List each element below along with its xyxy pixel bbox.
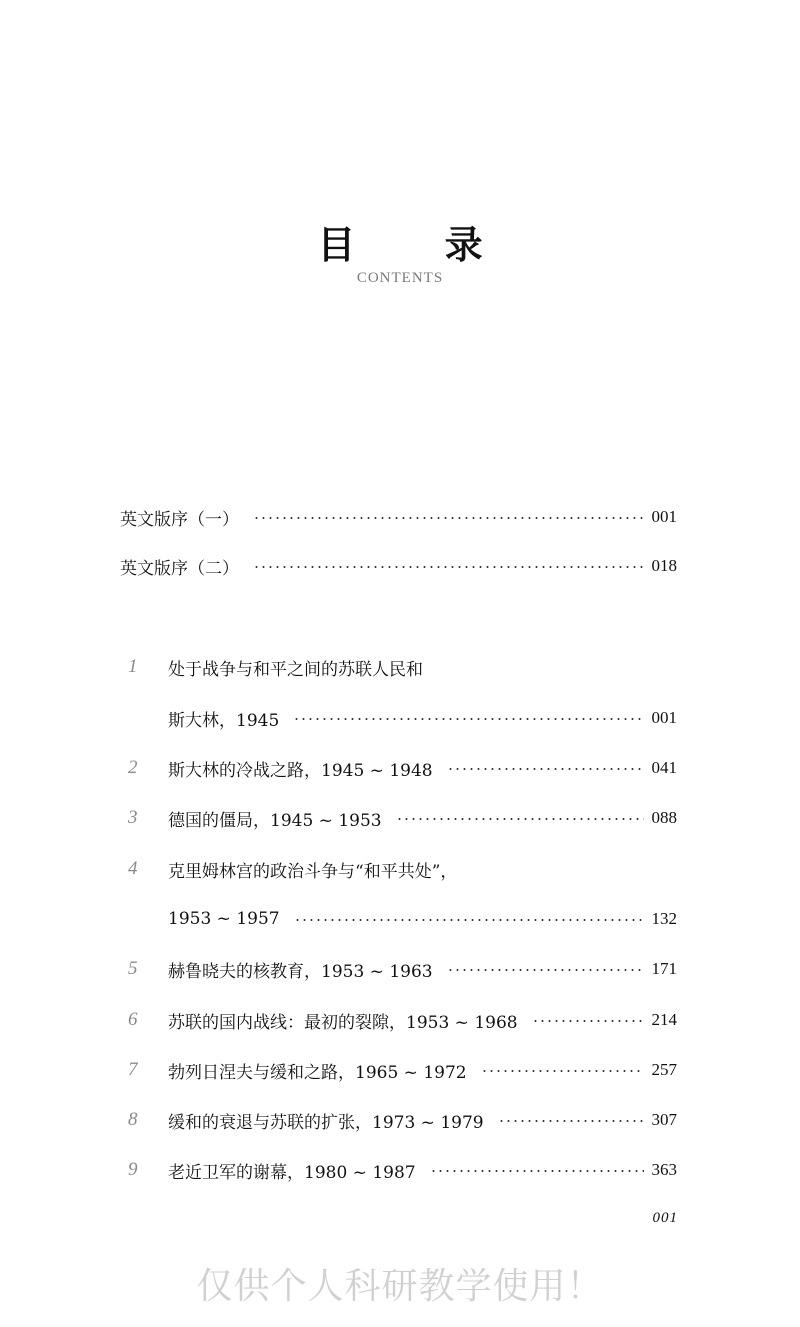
toc-entry-chapter-1-line1[interactable] <box>168 652 677 682</box>
toc-entry-label: 勃列日涅夫与缓和之路，1965 ~ 1972 <box>168 1062 467 1083</box>
toc-entry-label: 斯大林的冷战之路，1945 ~ 1948 <box>168 760 433 781</box>
toc-page-number: 001 <box>651 708 677 727</box>
watermark-text: 仅供个人科研教学使用！ <box>196 1266 604 1307</box>
toc-entry-preface-1[interactable] <box>120 502 677 532</box>
chapter-number: 6 <box>128 1009 138 1030</box>
chapter-number: 4 <box>128 858 138 879</box>
chapter-number: 5 <box>128 958 138 979</box>
toc-entry-label: 英文版序（一） <box>120 509 239 530</box>
toc-entry-chapter-9[interactable] <box>168 1155 677 1185</box>
leader-dots <box>447 969 644 971</box>
toc-page-number: 041 <box>651 758 677 777</box>
toc-entry-label: 1953 ~ 1957 <box>168 909 280 929</box>
toc-page-number: 257 <box>651 1060 677 1079</box>
toc-entry-chapter-1[interactable] <box>168 703 677 733</box>
chapter-number: 9 <box>128 1159 138 1180</box>
chapter-number: 2 <box>128 757 138 778</box>
toc-page-number: 171 <box>651 959 677 978</box>
toc-page-number: 132 <box>651 909 677 928</box>
toc-page-number: 088 <box>651 808 677 827</box>
toc-entry-chapter-3[interactable] <box>168 803 677 833</box>
toc-entry-label: 克里姆林宫的政治斗争与“和平共处”， <box>168 861 458 882</box>
chapter-number: 8 <box>128 1109 138 1130</box>
toc-entry-chapter-2[interactable] <box>168 753 677 783</box>
leader-dots <box>253 517 644 519</box>
folio-page-number: 001 <box>652 1210 678 1226</box>
leader-dots <box>293 718 643 720</box>
chapter-number: 1 <box>128 656 138 677</box>
toc-page-number: 307 <box>651 1110 677 1129</box>
leader-dots <box>532 1020 644 1022</box>
leader-dots <box>447 768 644 770</box>
toc-entry-chapter-4[interactable] <box>168 904 677 934</box>
toc-entry-chapter-6[interactable] <box>168 1005 677 1035</box>
toc-page-number: 018 <box>651 556 677 575</box>
toc-entry-preface-2[interactable] <box>120 551 677 581</box>
leader-dots <box>294 919 644 921</box>
toc-entry-chapter-4-line1[interactable] <box>168 854 677 884</box>
toc-entry-chapter-5[interactable] <box>168 954 677 984</box>
leader-dots <box>481 1070 644 1072</box>
toc-entry-label: 苏联的国内战线：最初的裂隙，1953 ~ 1968 <box>168 1012 518 1033</box>
toc-entry-chapter-8[interactable] <box>168 1105 677 1135</box>
chapter-number: 3 <box>128 807 138 828</box>
toc-entry-label: 斯大林，1945 <box>168 710 280 731</box>
toc-page-number: 214 <box>651 1010 677 1029</box>
toc-entry-label: 英文版序（二） <box>120 558 239 579</box>
toc-entry-chapter-7[interactable] <box>168 1055 677 1085</box>
toc-entry-label: 老近卫军的谢幕，1980 ~ 1987 <box>168 1162 416 1183</box>
toc-page-number: 363 <box>651 1160 677 1179</box>
toc-page-number: 001 <box>651 507 677 526</box>
chapter-number: 7 <box>128 1059 138 1080</box>
page-title: 目 录 <box>317 222 521 267</box>
leader-dots <box>498 1120 644 1122</box>
toc-entry-label: 处于战争与和平之间的苏联人民和 <box>168 659 423 680</box>
page-subtitle: CONTENTS <box>356 270 444 286</box>
toc-entry-label: 赫鲁晓夫的核教育，1953 ~ 1963 <box>168 961 433 982</box>
toc-entry-label: 缓和的衰退与苏联的扩张，1973 ~ 1979 <box>168 1112 484 1133</box>
leader-dots <box>396 818 644 820</box>
toc-entry-label: 德国的僵局，1945 ~ 1953 <box>168 810 382 831</box>
leader-dots <box>253 566 644 568</box>
leader-dots <box>430 1170 644 1172</box>
